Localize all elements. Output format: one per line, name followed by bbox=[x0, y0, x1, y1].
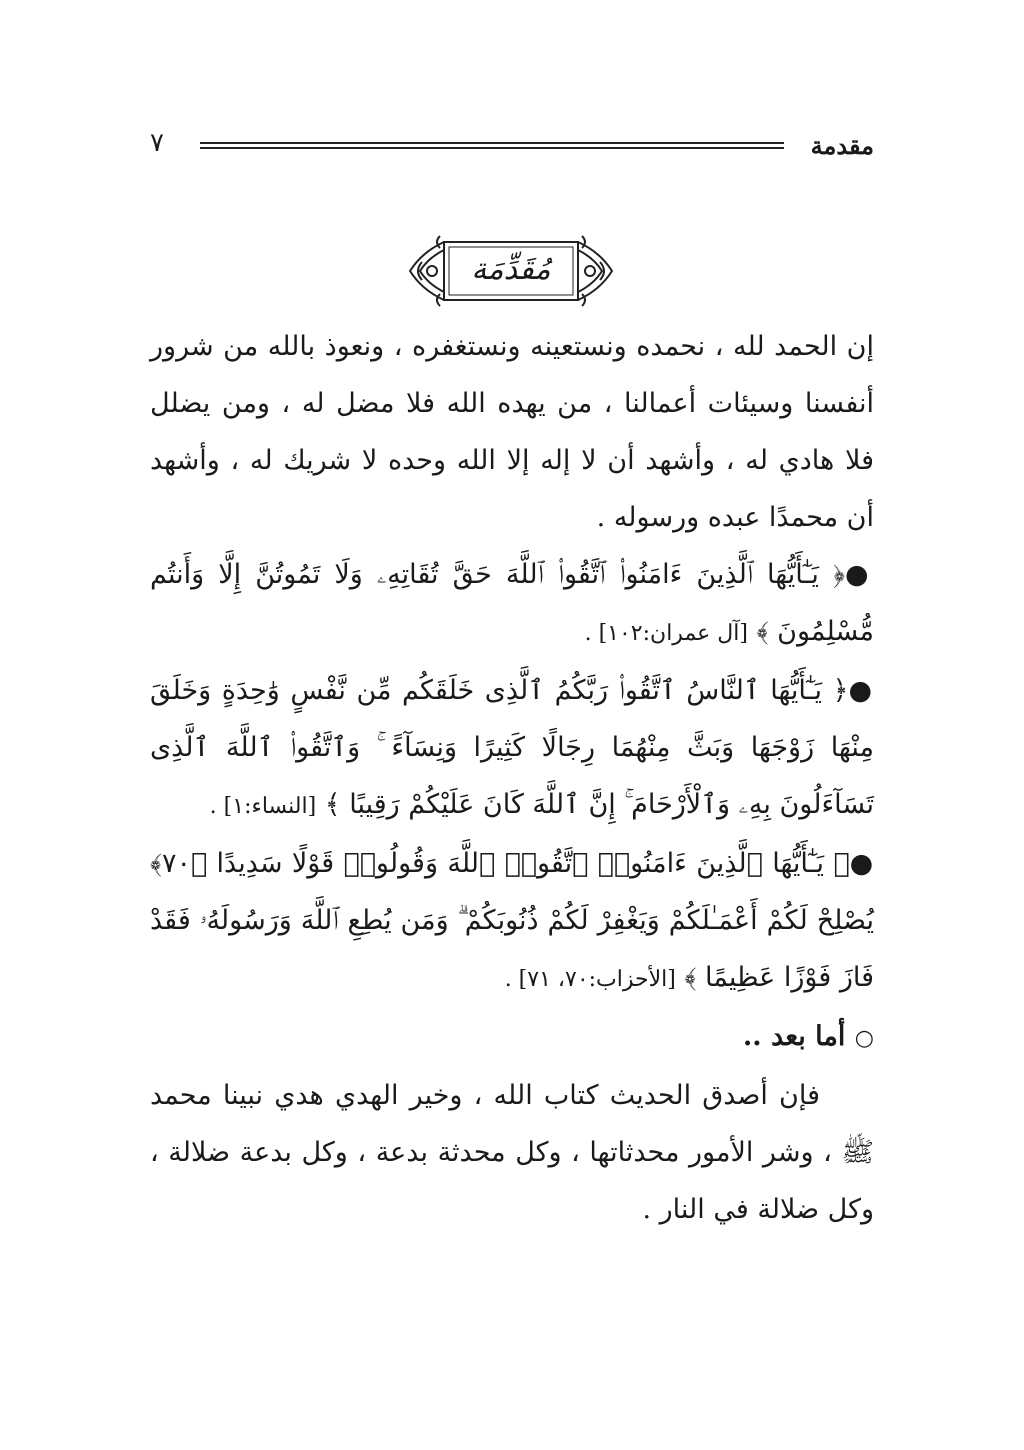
verse-close-bracket: ﴾ bbox=[684, 962, 697, 993]
verse-block bbox=[150, 662, 874, 835]
verse-reference: [آل عمران:١٠٢] . bbox=[584, 621, 748, 646]
verse-reference: [الأحزاب:٧٠، ٧١] . bbox=[504, 967, 676, 992]
verse-text: يَـٰٓأَيُّهَا ٱلنَّاسُ ٱتَّقُوا۟ رَبَّكُمُ ٱلَّذِى خَلَقَكُم مِّن نَّفْسٍ وَٰحِدَةٍ وَخَلَقَ مِنْهَا زَوْجَهَا وَبَثَّ مِنْهُمَا رِجَالًا كَثِيرًا وَنِسَآءً ۚ وَٱتَّقُوا۟ ٱللَّهَ ٱلَّذِى تَسَآءَلُونَ بِهِۦ وَٱلْأَرْحَامَ ۚ إِنَّ ٱللَّهَ كَانَ عَلَيْكُمْ رَقِيبًا bbox=[150, 675, 874, 820]
verse-block bbox=[150, 546, 874, 662]
chapter-title: مقدمة bbox=[810, 131, 874, 160]
body-text bbox=[150, 318, 874, 1238]
intro-paragraph: إن الحمد لله ، نحمده ونستعينه ونستغفره ، ونعوذ بالله من شرور أنفسنا وسيئات أعمالنا ، من يهده الله فلا مضل له ، ومن يضلل فلا هادي له ، وأشهد أن لا إله إلا الله وحده لا شريك له ، وأشهد أن محمدًا عبده ورسوله . bbox=[150, 331, 874, 533]
verse-reference: [النساء:١] . bbox=[209, 794, 317, 819]
verse-open-bracket: ﴿ bbox=[832, 675, 849, 706]
header-rule bbox=[200, 142, 784, 149]
subheading-text: أما بعد .. bbox=[742, 1021, 846, 1052]
title-ornament bbox=[404, 232, 618, 310]
bullet-icon: ● bbox=[844, 559, 874, 590]
section-title: مُقَدِّمَة bbox=[471, 252, 551, 287]
closing-paragraph: فإن أصدق الحديث كتاب الله ، وخير الهدي هدي نبينا محمد ﷺ ، وشر الأمور محدثاتها ، وكل محدثة بدعة ، وكل بدعة ضلالة ، وكل ضلالة في النار . bbox=[150, 1080, 874, 1225]
verse-text: يَـٰٓأَيُّهَا ٱلَّذِينَ ءَامَنُوا۟ ٱتَّقُوا۟ ٱللَّهَ حَقَّ تُقَاتِهِۦ وَلَا تَمُوتُنَّ إِلَّا وَأَنتُم مُّسْلِمُونَ bbox=[150, 559, 874, 647]
verse-open-bracket: ﴿ bbox=[832, 559, 845, 590]
circle-marker-icon: ○ bbox=[854, 1026, 874, 1051]
verse-open-bracket: ﴿ bbox=[833, 848, 850, 879]
verse-close-bracket: ﴾ bbox=[756, 616, 769, 647]
verse-close-bracket: ﴾ bbox=[324, 789, 341, 820]
verse-block bbox=[150, 835, 874, 1008]
bullet-icon: ● bbox=[849, 848, 874, 879]
running-header bbox=[150, 128, 874, 168]
verse-text: يَـٰٓأَيُّهَا ٱلَّذِينَ ءَامَنُوا۟ ٱتَّقُوا۟ ٱللَّهَ وَقُولُوا۟ قَوْلًا سَدِيدًا ﴿٧٠﴾ يُصْلِحْ لَكُمْ أَعْمَـٰلَكُمْ وَيَغْفِرْ لَكُمْ ذُنُوبَكُمْ ۗ وَمَن يُطِعِ ٱللَّهَ وَرَسُولَهُۥ فَقَدْ فَازَ فَوْزًا عَظِيمًا bbox=[150, 848, 874, 993]
bullet-icon: ● bbox=[848, 675, 874, 706]
subheading bbox=[150, 1008, 874, 1067]
page-number: ٧ bbox=[150, 128, 164, 158]
